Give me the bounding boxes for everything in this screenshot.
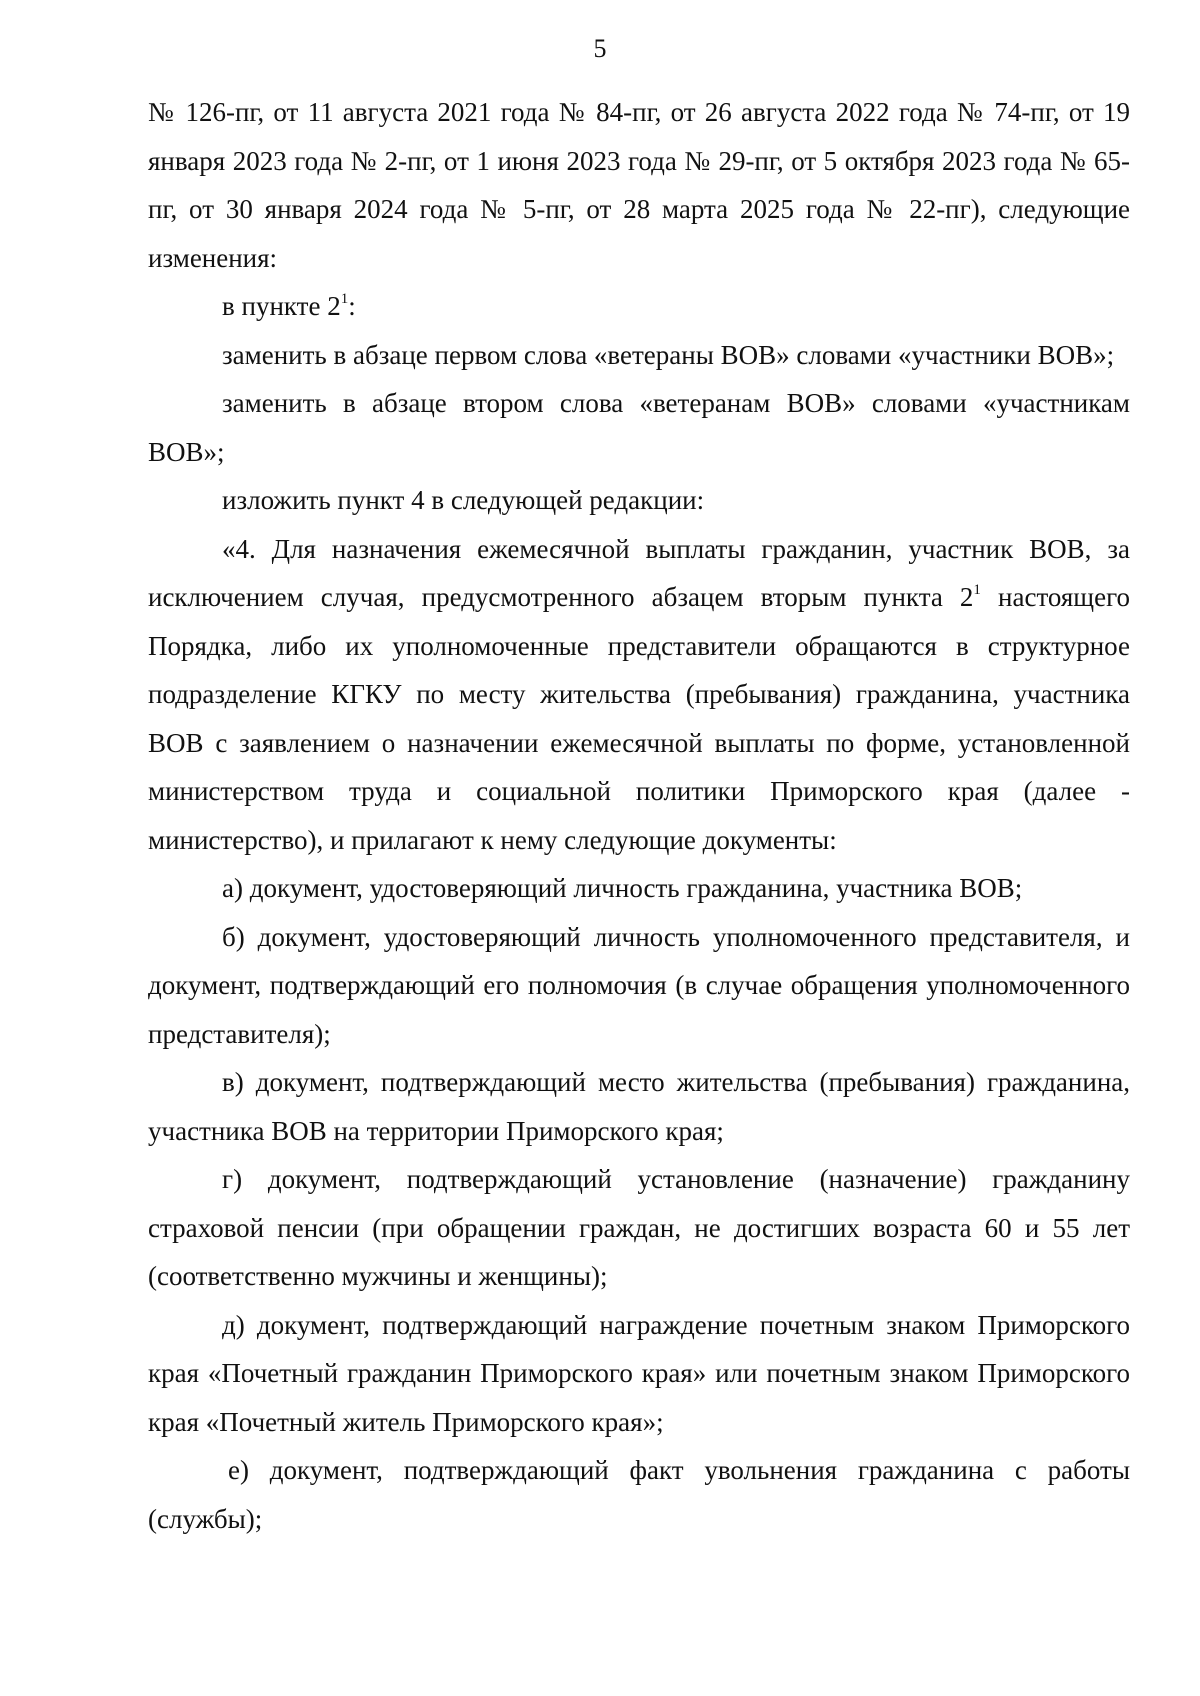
paragraph-text: «4. Для назначения ежемесячной выплаты гражданин, участник ВОВ, за исключением случая, предусмотренного абзацем вторым пункта 2 <box>148 533 1130 612</box>
list-item-a: а) документ, удостоверяющий личность гражданина, участника ВОВ; <box>222 873 1023 903</box>
list-item-b: б) документ, удостоверяющий личность уполномоченного представителя, и документ, подтверждающий его полномочия (в случае обращения уполномоченного представителя); <box>148 921 1130 1049</box>
list-item-v: в) документ, подтверждающий место жительства (пребывания) гражданина, участника ВОВ на территории Приморского края; <box>148 1067 1130 1146</box>
paragraph-text: в пункте 2 <box>222 291 341 321</box>
paragraph-item-2-1 <box>148 282 1130 331</box>
list-item-d: д) документ, подтверждающий награждение почетным знаком Приморского края «Почетный гражданин Приморского края» или почетным знаком Приморского края «Почетный житель Приморского края»; <box>148 1309 1130 1437</box>
superscript: 1 <box>973 582 981 598</box>
paragraph-replace-first: заменить в абзаце первом слова «ветераны ВОВ» словами «участники ВОВ»; <box>222 339 1115 370</box>
paragraph-amendment-list: № 126-пг, от 11 августа 2021 года № 84-пг, от 26 августа 2022 года № 74-пг, от 19 января 2023 года № 2-пг, от 1 июня 2023 года № 29-пг, от 5 октября 2023 года № 65-пг, от 30 января 2024 года № 5-пг, от 28 марта 2025 года № 22-пг), следующие изменения: <box>148 97 1130 273</box>
superscript: 1 <box>340 291 349 307</box>
page-number: 5 <box>593 34 607 63</box>
paragraph-restate-item-4: изложить пункт 4 в следующей редакции: <box>222 485 705 515</box>
list-item-e: е) документ, подтверждающий факт увольнения гражданина с работы (службы); <box>148 1455 1130 1534</box>
document-body <box>148 88 1130 1543</box>
paragraph-text: : <box>348 291 356 321</box>
paragraph-replace-second: заменить в абзаце втором слова «ветеранам ВОВ» словами «участникам ВОВ»; <box>148 388 1130 467</box>
paragraph-text: настоящего Порядка, либо их уполномоченные представители обращаются в структурное подразделение КГКУ по месту жительства (пребывания) гражданина, участника ВОВ с заявлением о назначении ежемесячной выплаты по форме, установленной министерством труда и социальной политики Приморского края (далее - министерство), и прилагают к нему следующие документы: <box>148 582 1130 855</box>
paragraph-item-4 <box>148 525 1130 865</box>
list-item-g: г) документ, подтверждающий установление (назначение) гражданину страховой пенсии (при обращении граждан, не достигших возраста 60 и 55 лет (соответственно мужчины и женщины); <box>148 1164 1130 1291</box>
